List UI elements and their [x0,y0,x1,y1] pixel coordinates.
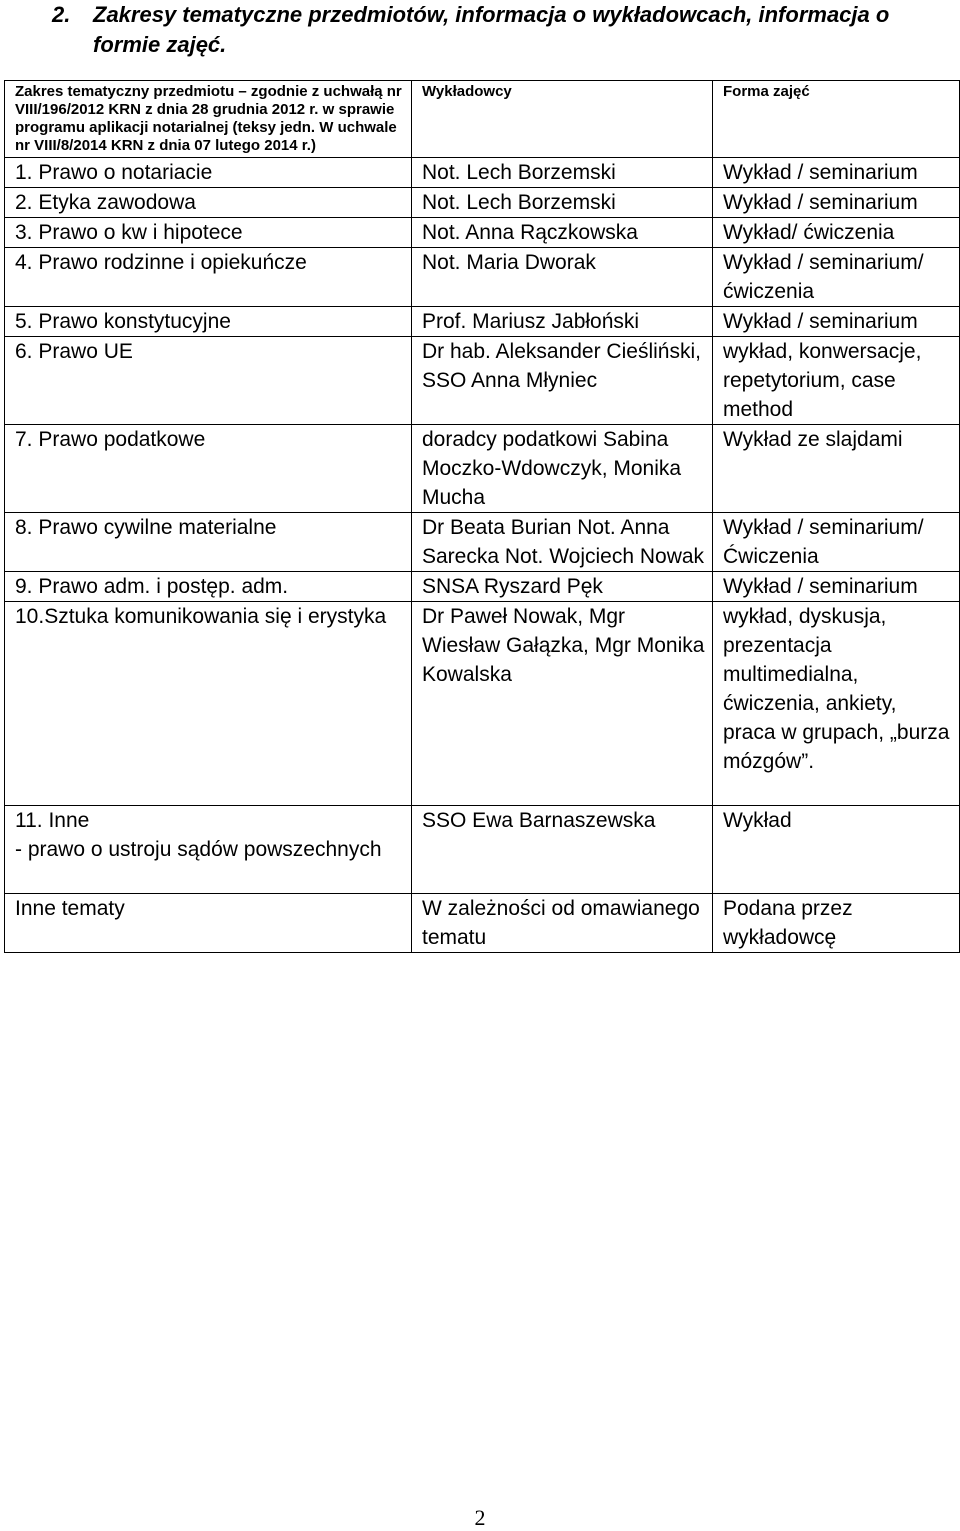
lecturers-cell: Dr Beata Burian Not. Anna Sarecka Not. Wojciech Nowak [412,513,713,572]
table-row [5,158,960,188]
table-row [5,307,960,337]
form-cell: Wykład / seminarium [713,158,960,188]
header-row [5,81,960,158]
table-row [5,337,960,425]
section-title: Zakresy tematyczne przedmiotów, informacja o wykładowcach, informacja o formie zajęć. [93,2,890,57]
form-cell: wykład, dyskusja, prezentacja multimedialna, ćwiczenia, ankiety, praca w grupach, „burza mózgów”. [713,602,960,806]
topic-cell: 10.Sztuka komunikowania się i erystyka [5,602,412,806]
topics-table [4,80,960,953]
form-cell: Wykład / seminarium [713,188,960,218]
lecturers-cell: Not. Maria Dworak [412,248,713,307]
form-cell: Wykład [713,806,960,894]
topic-cell: 8. Prawo cywilne materialne [5,513,412,572]
table-row [5,513,960,572]
lecturers-cell: Prof. Mariusz Jabłoński [412,307,713,337]
table-row [5,218,960,248]
header-topic: Zakres tematyczny przedmiotu – zgodnie z uchwałą nr VIII/196/2012 KRN z dnia 28 grudnia 2012 r. w sprawie programu aplikacji notarialnej (teksy jedn. W uchwale nr VIII/8/2014 KRN z dnia 07 lutego 2014 r.) [5,81,412,158]
topic-cell: 7. Prawo podatkowe [5,425,412,513]
lecturers-cell: doradcy podatkowi Sabina Moczko-Wdowczyk, Monika Mucha [412,425,713,513]
lecturers-cell: Dr hab. Aleksander Cieśliński, SSO Anna Młyniec [412,337,713,425]
table-row [5,248,960,307]
lecturers-cell: W zależności od omawianego tematu [412,894,713,953]
topic-cell [5,806,412,894]
table-row [5,894,960,953]
lecturers-cell: Dr Paweł Nowak, Mgr Wiesław Gałązka, Mgr Monika Kowalska [412,602,713,806]
topic-cell: 4. Prawo rodzinne i opiekuńcze [5,248,412,307]
form-cell: Wykład / seminarium [713,307,960,337]
table-row [5,188,960,218]
lecturers-cell: Not. Lech Borzemski [412,188,713,218]
form-cell: Podana przez wykładowcę [713,894,960,953]
form-cell: Wykład / seminarium [713,572,960,602]
lecturers-cell: Not. Lech Borzemski [412,158,713,188]
form-cell: wykład, konwersacje, repetytorium, case method [713,337,960,425]
table-row [5,572,960,602]
header-lecturers: Wykładowcy [412,81,713,158]
topic-cell: Inne tematy [5,894,412,953]
topic-cell: 2. Etyka zawodowa [5,188,412,218]
section-number: 2. [52,2,71,27]
topic-cell: 5. Prawo konstytucyjne [5,307,412,337]
table-row [5,425,960,513]
topic-cell: 9. Prawo adm. i postęp. adm. [5,572,412,602]
form-cell: Wykład ze slajdami [713,425,960,513]
lecturers-cell: SNSA Ryszard Pęk [412,572,713,602]
topic-line: - prawo o ustroju sądów powszechnych [15,838,382,861]
lecturers-cell: SSO Ewa Barnaszewska [412,806,713,894]
page-number: 2 [474,1505,486,1530]
header-form: Forma zajęć [713,81,960,158]
topic-line: 11. Inne [15,809,90,832]
form-cell: Wykład/ ćwiczenia [713,218,960,248]
form-cell: Wykład / seminarium/ ćwiczenia [713,248,960,307]
table-row [5,602,960,806]
topic-cell: 3. Prawo o kw i hipotece [5,218,412,248]
lecturers-cell: Not. Anna Rączkowska [412,218,713,248]
topic-cell: 6. Prawo UE [5,337,412,425]
form-cell: Wykład / seminarium/ Ćwiczenia [713,513,960,572]
table-row [5,806,960,894]
topic-cell: 1. Prawo o notariacie [5,158,412,188]
